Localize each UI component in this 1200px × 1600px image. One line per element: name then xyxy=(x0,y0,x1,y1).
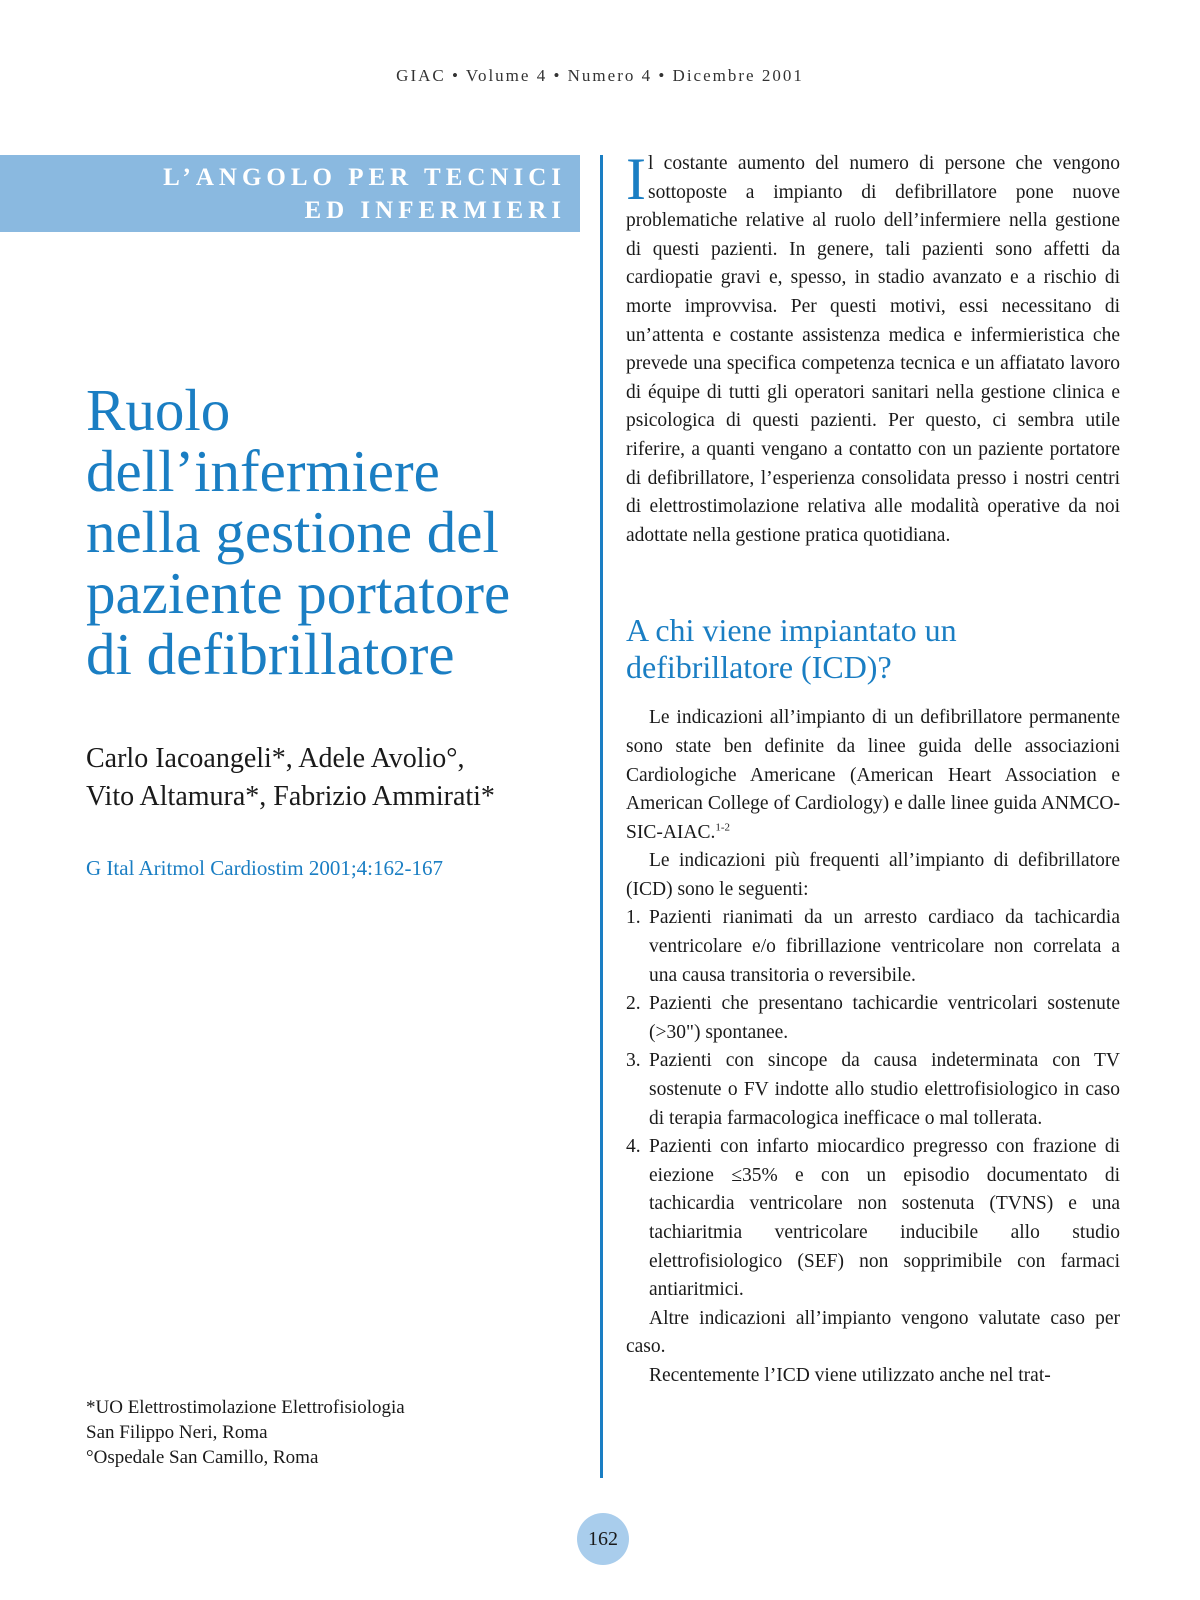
title-line-3: nella gestione del xyxy=(86,499,499,565)
list-item-number: 1. xyxy=(626,907,641,929)
title-line-5: di defibrillatore xyxy=(86,621,455,687)
list-item-text: Pazienti rianimati da un arresto cardiaco da tachicardia ventricolare e/o fibrillazione ventricolare non correlata a una causa transitoria o reversibile. xyxy=(649,907,1120,986)
list-item xyxy=(626,904,1120,990)
list-item-number: 2. xyxy=(626,993,641,1015)
list-item-text: Pazienti con infarto miocardico pregresso con frazione di eiezione ≤35% e con un episodio documentato di tachicardia ventricolare non sostenuta (TVNS) e una tachiaritmia ventricolare inducibile allo studio elettrofisiologico (SEF) non sopprimibile con farmaci antiaritmici. xyxy=(649,1136,1120,1301)
list-item-text: Pazienti con sincope da causa indeterminata con TV sostenute o FV indotte allo studio elettrofisiologico in caso di terapia farmacologica inefficace o mal tollerata. xyxy=(649,1050,1120,1129)
list-item xyxy=(626,990,1120,1047)
title-line-4: paziente portatore xyxy=(86,560,511,626)
section-heading xyxy=(626,612,1120,686)
affiliations xyxy=(86,1395,566,1470)
list-item-number: 3. xyxy=(626,1050,641,1072)
authors xyxy=(86,740,576,816)
column-divider xyxy=(600,155,603,1478)
authors-line-1: Carlo Iacoangeli*, Adele Avolio°, xyxy=(86,743,465,774)
intro-paragraph xyxy=(626,146,1120,550)
title-line-2: dell’infermiere xyxy=(86,438,440,504)
indications-list xyxy=(626,904,1120,1304)
affiliation-line-1: *UO Elettrostimolazione Elettrofisiologia xyxy=(86,1397,405,1418)
list-item xyxy=(626,1133,1120,1305)
list-item-number: 4. xyxy=(626,1136,641,1158)
article-title xyxy=(86,377,576,687)
page-number: 162 xyxy=(577,1513,629,1565)
affiliation-line-2: San Filippo Neri, Roma xyxy=(86,1422,268,1443)
drop-cap: I xyxy=(626,146,646,212)
intro-text: l costante aumento del numero di persone che vengono sottoposte a impianto di defibrillatore pone nuove problematiche relative al ruolo dell’infermiere nella gestione di questi pazienti. In genere, tali pazienti sono affetti da cardiopatie gravi e, spesso, in stadio avanzato e a rischio di morte improvvisa. Per questi motivi, essi necessitano di un’attenta e costante assistenza medica e infermieristica che prevede una specifica competenza tecnica e un affiatato lavoro di équipe di tutti gli operatori sanitari nella gestione clinica e psicologica di questi pazienti. Per questo, ci sembra utile riferire, a quanti vengano a contatto con un paziente portatore di defibrillatore, l’esperienza consolidata presso i nostri centri di elettrostimolazione relativa alle modalità operative da noi adottate nella gestione pratica quotidiana. xyxy=(626,153,1120,546)
paragraph-indications xyxy=(626,704,1120,847)
section-banner-line-1: L’ANGOLO PER TECNICI xyxy=(163,164,566,191)
paragraph-recent: Recentemente l’ICD viene utilizzato anche nel trat- xyxy=(649,1364,1051,1386)
paragraph-indications-text: Le indicazioni all’impianto di un defibrillatore permanente sono state ben definite da linee guida delle associazioni Cardiologiche Americane (American Heart Association e American College of Cardiology) e dalle linee guida ANMCO-SIC-AIAC. xyxy=(626,707,1120,843)
paragraph-frequent: Le indicazioni più frequenti all’impianto di defibrillatore (ICD) sono le seguenti: xyxy=(626,850,1120,900)
affiliation-line-3: °Ospedale San Camillo, Roma xyxy=(86,1447,319,1468)
section-heading-line-1: A chi viene impiantato un xyxy=(626,612,957,649)
section-banner xyxy=(0,155,580,232)
section-heading-line-2: defibrillatore (ICD)? xyxy=(626,649,892,686)
title-line-1: Ruolo xyxy=(86,377,231,443)
paragraph-other: Altre indicazioni all’impianto vengono valutate caso per caso. xyxy=(626,1307,1120,1358)
list-item-text: Pazienti che presentano tachicardie ventricolari sostenute (>30") spontanee. xyxy=(649,993,1120,1043)
section-banner-line-2: ED INFERMIERI xyxy=(304,197,566,224)
list-item xyxy=(626,1047,1120,1133)
authors-line-2: Vito Altamura*, Fabrizio Ammirati* xyxy=(86,781,495,812)
citation: G Ital Aritmol Cardiostim 2001;4:162-167 xyxy=(86,856,443,880)
running-head: GIAC • Volume 4 • Numero 4 • Dicembre 2001 xyxy=(396,66,804,85)
body-column xyxy=(626,146,1120,1391)
reference-superscript: 1-2 xyxy=(715,821,731,834)
